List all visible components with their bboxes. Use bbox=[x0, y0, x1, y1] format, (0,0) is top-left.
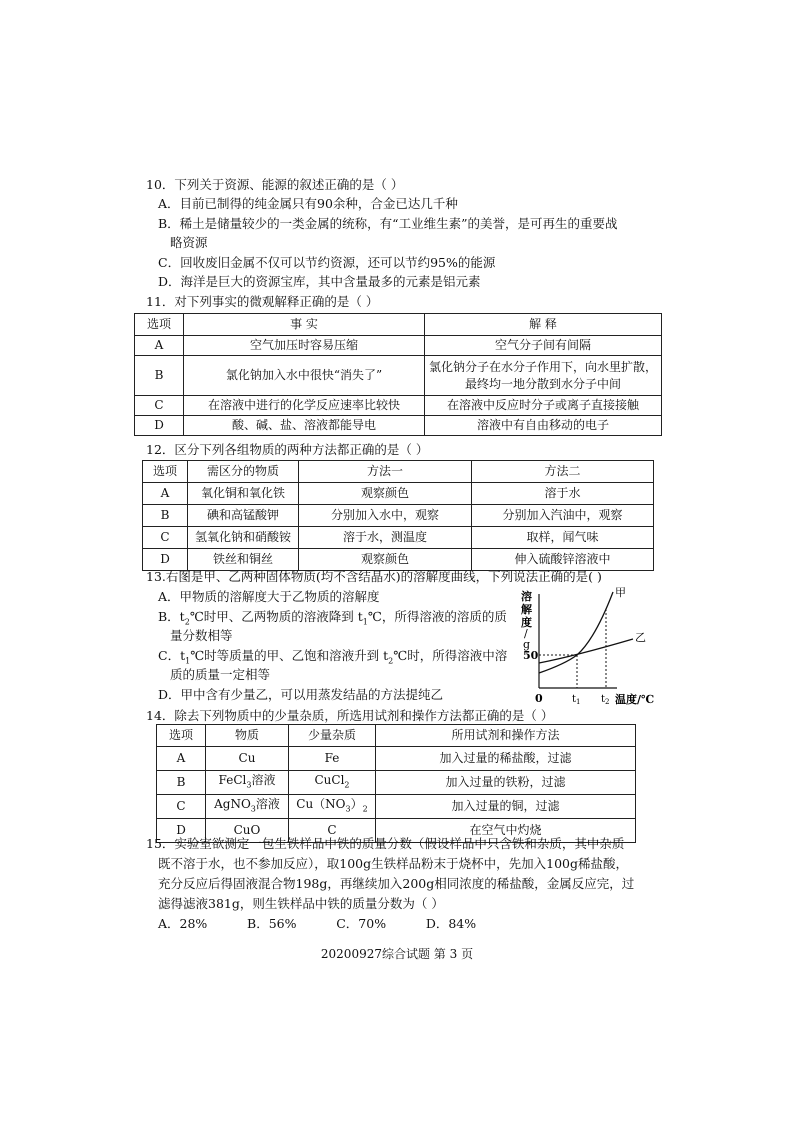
q13-stem: 13.右图是甲、乙两种固体物质(均不含结晶水)的溶解度曲线，下列说法正确的是( ) bbox=[146, 569, 602, 584]
q11-table bbox=[134, 313, 662, 436]
graph-ylabel-2: 解 bbox=[521, 603, 532, 616]
q12-row-a-substance: 氧化铜和氧化铁 bbox=[188, 483, 299, 505]
q10-option-b: B．稀土是储量较少的一类金属的统称，有“工业维生素”的美誉，是可再生的重要战 bbox=[158, 216, 618, 231]
graph-origin-label: 0 bbox=[535, 692, 543, 705]
q11-row-b-explain-line1: 氯化钠分子在水分子作用下，向水里扩散， bbox=[428, 359, 657, 374]
q12-row-d-method1: 观察颜色 bbox=[299, 549, 472, 571]
q12-row-c-option: C bbox=[143, 527, 188, 549]
q14-header-option: 选项 bbox=[157, 725, 206, 747]
q14-row-a-option: A bbox=[157, 747, 206, 771]
q12-header-method1: 方法一 bbox=[299, 461, 472, 483]
q14-header-substance: 物质 bbox=[206, 725, 289, 747]
q14-row-c-option: C bbox=[157, 795, 206, 819]
q12-row-b-substance: 碘和高锰酸钾 bbox=[188, 505, 299, 527]
q15-line3: 充分反应后得固液混合物198g，再继续加入200g相同浓度的稀盐酸，金属反应完，过 bbox=[158, 876, 635, 891]
q15-options: A．28% B．56% C．70% D．84% bbox=[158, 916, 477, 931]
q14-header-impurity: 少量杂质 bbox=[289, 725, 376, 747]
q11-header-fact: 事 实 bbox=[184, 314, 425, 336]
q13-option-b-cont: 量分数相等 bbox=[170, 628, 233, 643]
graph-ylabel-4: / bbox=[524, 627, 528, 640]
q14-row-c-substance: AgNO$_3$溶液 bbox=[206, 795, 289, 819]
graph-x-label: 温度/℃ bbox=[615, 693, 655, 706]
page-footer: 20200927综合试题 第 3 页 bbox=[320, 947, 474, 961]
q11-row-b-fact: 氯化钠加入水中很快“消失了” bbox=[184, 356, 425, 396]
q11-header-explain: 解 释 bbox=[425, 314, 662, 336]
q12-stem: 12．区分下列各组物质的两种方法都正确的是（ ） bbox=[146, 442, 429, 457]
q10-option-c: C．回收废旧金属不仅可以节约资源，还可以节约95%的能源 bbox=[158, 255, 496, 270]
solubility-graph bbox=[515, 584, 665, 710]
q15-line4: 滤得滤液381g，则生铁样品中铁的质量分数为（ ） bbox=[158, 896, 444, 911]
graph-t1-label: $t_1$ bbox=[572, 694, 581, 706]
q10-option-d: D．海洋是巨大的资源宝库，其中含量最多的元素是铝元素 bbox=[158, 274, 481, 289]
q12-row-d-method2: 伸入硫酸锌溶液中 bbox=[472, 549, 654, 571]
q14-row-d-substance: CuO bbox=[206, 819, 289, 843]
q10-stem: 10．下列关于资源、能源的叙述正确的是（ ） bbox=[146, 177, 404, 192]
q13-option-b: B．$t_2℃$时甲、乙两物质的溶液降到 $t_1℃$，所得溶液的溶质的质 bbox=[158, 609, 507, 627]
q14-row-d-method: 在空气中灼烧 bbox=[376, 819, 636, 843]
q14-header-method: 所用试剂和操作方法 bbox=[376, 725, 636, 747]
q15-line2: 既不溶于水，也不参加反应），取100g生铁样品粉末于烧杯中，先加入100g稀盐酸， bbox=[158, 856, 628, 871]
graph-t2-label: $t_2$ bbox=[601, 694, 610, 706]
q14-row-b-method: 加入过量的铁粉，过滤 bbox=[376, 771, 636, 795]
q12-row-b-option: B bbox=[143, 505, 188, 527]
q12-row-c-method2: 取样，闻气味 bbox=[472, 527, 654, 549]
q14-table bbox=[156, 724, 636, 843]
q11-row-b-explain bbox=[425, 356, 662, 396]
q13-option-a: A．甲物质的溶解度大于乙物质的溶解度 bbox=[158, 589, 380, 604]
q14-row-b-impurity: CuCl$_2$ bbox=[289, 771, 376, 795]
graph-curve-yi-label: 乙 bbox=[635, 631, 646, 644]
q11-row-c-explain: 在溶液中反应时分子或离子直接接触 bbox=[425, 396, 662, 416]
graph-ylabel-3: 度 bbox=[521, 616, 532, 629]
q14-stem: 14．除去下列物质中的少量杂质，所选用试剂和操作方法都正确的是（ ） bbox=[146, 708, 554, 723]
graph-curve-yi bbox=[539, 639, 633, 663]
q13-option-d: D．甲中含有少量乙，可以用蒸发结晶的方法提纯乙 bbox=[158, 687, 444, 702]
q12-row-d-option: D bbox=[143, 549, 188, 571]
q12-row-b-method1: 分别加入水中，观察 bbox=[299, 505, 472, 527]
q12-row-b-method2: 分别加入汽油中，观察 bbox=[472, 505, 654, 527]
q10-option-b-cont: 略资源 bbox=[170, 235, 208, 250]
q12-header-substance: 需区分的物质 bbox=[188, 461, 299, 483]
q12-row-c-method1: 溶于水，测温度 bbox=[299, 527, 472, 549]
q11-stem: 11．对下列事实的微观解释正确的是（ ） bbox=[146, 294, 379, 309]
q12-row-d-substance: 铁丝和铜丝 bbox=[188, 549, 299, 571]
q14-row-d-option: D bbox=[157, 819, 206, 843]
q11-row-a-fact: 空气加压时容易压缩 bbox=[184, 336, 425, 356]
q13-option-c-cont: 质的质量一定相等 bbox=[170, 667, 271, 682]
q11-row-d-option: D bbox=[135, 416, 184, 436]
q12-row-c-substance: 氢氧化钠和硝酸铵 bbox=[188, 527, 299, 549]
graph-ylabel-1: 溶 bbox=[521, 590, 532, 603]
q14-row-c-method: 加入过量的铜，过滤 bbox=[376, 795, 636, 819]
q11-row-a-explain: 空气分子间有间隔 bbox=[425, 336, 662, 356]
q14-row-b-option: B bbox=[157, 771, 206, 795]
q11-row-b-explain-line2: 最终均一地分散到水分子中间 bbox=[464, 376, 621, 391]
q13-option-c: C．$t_1℃$时等质量的甲、乙饱和溶液升到 $t_2℃$时，所得溶液中溶 bbox=[158, 648, 508, 666]
q11-row-d-explain: 溶液中有自由移动的电子 bbox=[425, 416, 662, 436]
q14-row-a-substance: Cu bbox=[206, 747, 289, 771]
q14-row-c-impurity: $Cu(NO_3)_2$ bbox=[289, 795, 376, 819]
q11-row-b-option: B bbox=[135, 356, 184, 396]
q12-row-a-method2: 溶于水 bbox=[472, 483, 654, 505]
q12-table bbox=[142, 460, 654, 571]
q11-row-d-fact: 酸、碱、盐、溶液都能导电 bbox=[184, 416, 425, 436]
q12-header-option: 选项 bbox=[143, 461, 188, 483]
q14-row-a-method: 加入过量的稀盐酸，过滤 bbox=[376, 747, 636, 771]
q14-row-b-substance: FeCl$_3$溶液 bbox=[206, 771, 289, 795]
q14-row-d-impurity: C bbox=[289, 819, 376, 843]
q12-row-a-option: A bbox=[143, 483, 188, 505]
graph-ylabel-5: g bbox=[523, 638, 531, 651]
q15-line1: 15．实验室欲测定一包生铁样品中铁的质量分数（假设样品中只含铁和杂质，其中杂质 bbox=[146, 836, 625, 851]
q11-header-option: 选项 bbox=[135, 314, 184, 336]
q11-row-a-option: A bbox=[135, 336, 184, 356]
q14-row-a-impurity: Fe bbox=[289, 747, 376, 771]
q11-row-c-option: C bbox=[135, 396, 184, 416]
q12-row-a-method1: 观察颜色 bbox=[299, 483, 472, 505]
graph-y50-label: 50 bbox=[523, 649, 539, 662]
q11-row-c-fact: 在溶液中进行的化学反应速率比较快 bbox=[184, 396, 425, 416]
q10-option-a: A．目前已制得的纯金属只有90余种，合金已达几千种 bbox=[158, 196, 458, 211]
q12-header-method2: 方法二 bbox=[472, 461, 654, 483]
graph-curve-jia-label: 甲 bbox=[615, 586, 626, 599]
